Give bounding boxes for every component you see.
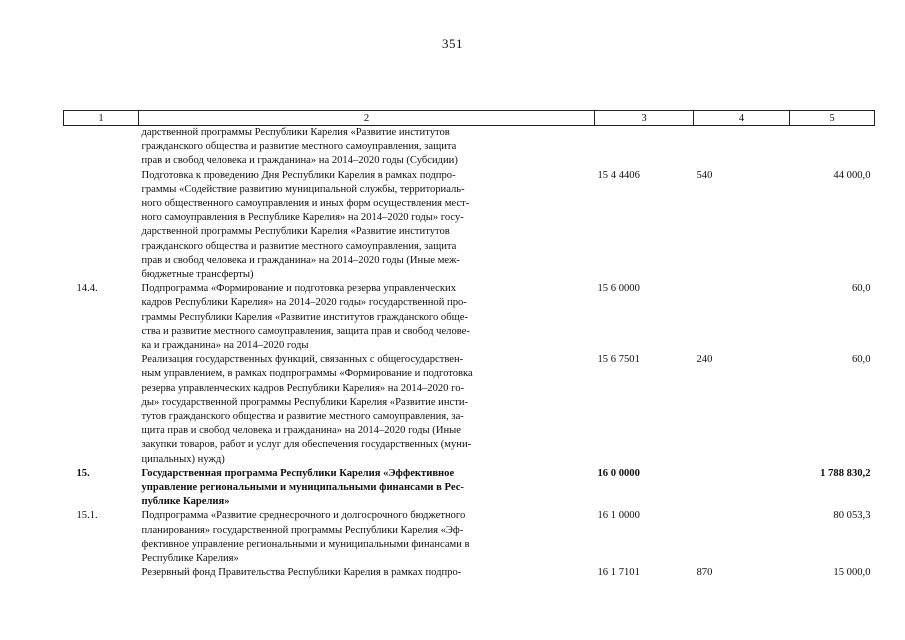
row-number: 15.	[76, 467, 90, 479]
row-amount: 60,0	[851, 354, 871, 366]
table-row	[64, 467, 875, 510]
row-code	[595, 126, 694, 169]
table-row	[64, 353, 875, 467]
row-code: 15 4 4406	[597, 169, 640, 181]
row-number: 14.4.	[76, 283, 98, 295]
table-row	[64, 282, 875, 353]
row-amount: 44 000,0	[833, 169, 871, 181]
table-body	[64, 126, 875, 581]
row-amount: 1 788 830,2	[820, 467, 871, 479]
row-name-line: гражданского общества и развитие местного самоуправления, защита	[141, 141, 457, 153]
row-name-line: резерва управленческих кадров Республики Карелия» на 2014–2020 го-	[141, 382, 465, 394]
header-col-1: 1	[64, 111, 139, 126]
row-name-line: прав и свобод человека и гражданина» на 2014–2020 годы (Иные меж-	[141, 254, 460, 266]
row-name-line: ства и развитие местного самоуправления, защита прав и свобод челове-	[141, 325, 470, 337]
row-name-line: ды» государственной программы Республики Карелия «Развитие инсти-	[141, 396, 469, 408]
row-name-line: планирования» государственной программы Республики Карелия «Эф-	[141, 524, 464, 536]
row-code: 15 6 0000	[597, 283, 640, 295]
row-name-line: бюджетные трансферты)	[141, 269, 254, 281]
row-number: 15.1.	[76, 510, 98, 522]
row-name-line: граммы Республики Карелия «Развитие институтов гражданского обще-	[141, 311, 469, 323]
table-row	[64, 566, 875, 580]
row-amount: 15 000,0	[833, 567, 871, 579]
row-amount	[790, 126, 875, 169]
header-col-5: 5	[790, 111, 875, 126]
row-name	[139, 126, 595, 169]
page-number: 351	[442, 36, 463, 51]
row-name-line: Подпрограмма «Формирование и подготовка резерва управленческих	[141, 283, 456, 295]
row-code: 16 0 0000	[597, 467, 640, 479]
row-amount: 60,0	[851, 283, 871, 295]
table-row	[64, 169, 875, 283]
header-col-2: 2	[139, 111, 595, 126]
row-name-line: закупки товаров, работ и услуг для обеспечения государственных (муни-	[141, 439, 472, 451]
row-name	[139, 169, 595, 283]
header-col-4: 4	[694, 111, 790, 126]
table-header	[64, 111, 875, 126]
row-name-line: Республике Карелия»	[141, 553, 239, 565]
row-name-line: Резервный фонд Правительства Республики Карелия в рамках подпро-	[141, 567, 462, 579]
row-name	[139, 467, 595, 510]
table-row	[64, 126, 875, 169]
row-code: 16 1 7101	[597, 567, 640, 579]
row-name-line: управление региональными и муниципальными финансами в Рес-	[141, 482, 464, 494]
row-name	[139, 353, 595, 467]
row-name-line: граммы «Содействие развитию муниципальной службы, территориаль-	[141, 183, 465, 195]
row-name-line: Подготовка к проведению Дня Республики Карелия в рамках подпро-	[141, 169, 456, 181]
row-expense-type: 540	[696, 169, 713, 181]
row-name-line: Подпрограмма «Развитие среднесрочного и долгосрочного бюджетного	[141, 510, 466, 522]
header-col-3: 3	[595, 111, 694, 126]
row-name-line: Государственная программа Республики Карелия «Эффективное	[141, 467, 455, 479]
budget-table	[63, 110, 875, 581]
row-number	[64, 169, 139, 283]
row-name-line: ка и гражданина» на 2014–2020 годы	[141, 340, 309, 352]
row-number	[64, 566, 139, 580]
row-name-line: ципальных) нужд)	[141, 453, 225, 465]
row-name-line: гражданского общества и развитие местного самоуправления, защита	[141, 240, 457, 252]
row-name-line: ного самоуправления в Республике Карелия» на 2014–2020 годы» госу-	[141, 212, 464, 224]
row-name-line: прав и свобод человека и гражданина» на 2014–2020 годы (Субсидии)	[141, 155, 458, 167]
row-name-line: дарственной программы Республики Карелия «Развитие институтов	[141, 127, 450, 138]
row-name-line: публике Карелия»	[141, 496, 230, 508]
row-name-line: фективное управление региональными и муниципальными финансами в	[141, 538, 470, 550]
row-number	[64, 126, 139, 169]
row-expense-type: 870	[696, 567, 713, 579]
row-number	[64, 353, 139, 467]
row-code: 16 1 0000	[597, 510, 640, 522]
row-name-line: щита прав и свобод человека и гражданина» на 2014–2020 годы (Иные	[141, 425, 461, 437]
row-name-line: кадров Республики Карелия» на 2014–2020 годы» государственной про-	[141, 297, 467, 309]
row-name-line: дарственной программы Республики Карелия «Развитие институтов	[141, 226, 450, 238]
row-amount: 80 053,3	[833, 510, 871, 522]
row-expense-type	[694, 509, 790, 566]
row-code: 15 6 7501	[597, 354, 640, 366]
header-row	[64, 111, 875, 126]
row-name-line: ного общественного самоуправления и иных форм осуществления мест-	[141, 198, 470, 210]
row-name-line: тутов гражданского общества и развитие местного самоуправления, за-	[141, 411, 464, 423]
row-name-line: Реализация государственных функций, связанных с общегосударствен-	[141, 354, 464, 366]
row-name	[139, 509, 595, 566]
row-expense-type	[694, 467, 790, 510]
table-row	[64, 509, 875, 566]
row-name	[139, 566, 595, 580]
row-name	[139, 282, 595, 353]
row-name-line: ным управлением, в рамках подпрограммы «Формирование и подготовка	[141, 368, 473, 380]
row-expense-type: 240	[696, 354, 713, 366]
row-expense-type	[694, 282, 790, 353]
row-expense-type	[694, 126, 790, 169]
